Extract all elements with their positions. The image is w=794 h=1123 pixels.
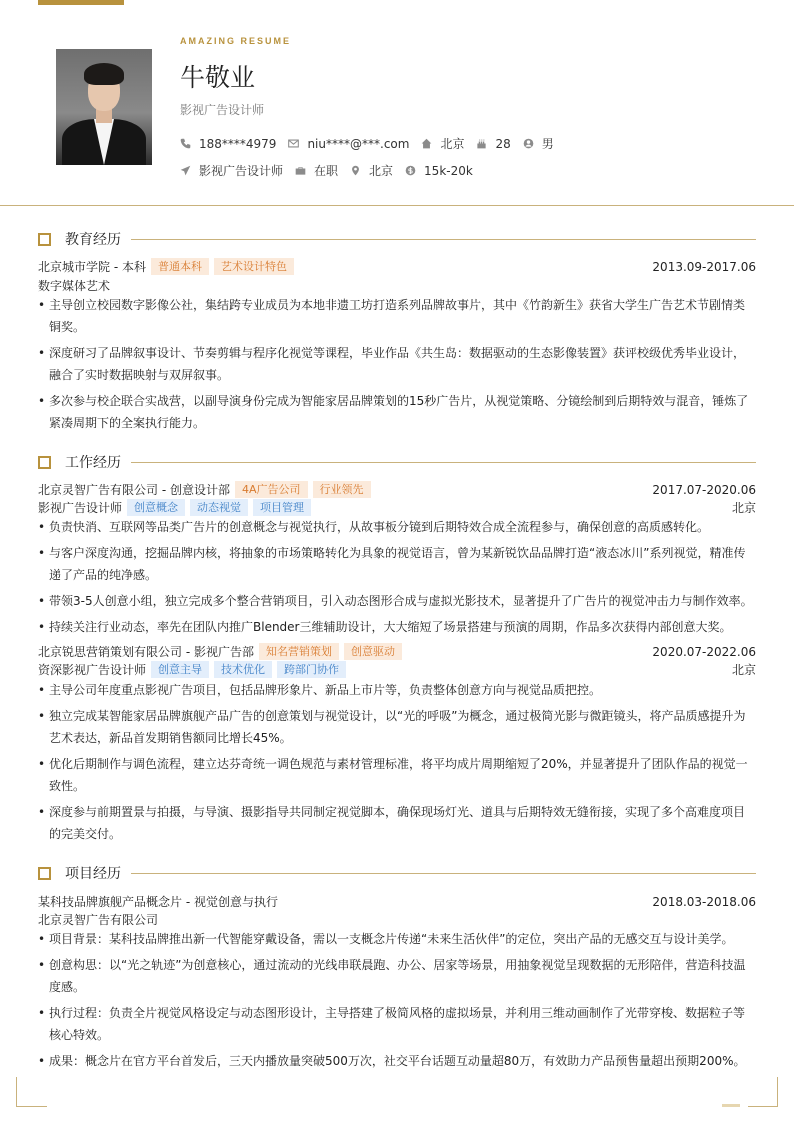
project-bullets <box>38 928 756 1076</box>
job-city: 北京 <box>731 501 756 515</box>
education-date: 2013.09-2017.06 <box>652 259 756 274</box>
list-item: • 优化后期制作与调色流程，建立达芬奇统一调色规范与素材管理标准，将平均成片周期缩短了20%，并显著提升了团队作品的视觉一致性。 <box>38 753 756 797</box>
job-position: 资深影视广告设计师 <box>38 663 147 677</box>
project-org: 北京灵智广告有限公司 <box>38 913 159 927</box>
job-position: 影视广告设计师 <box>38 501 123 515</box>
education-school-line <box>38 258 756 275</box>
school-name: 北京城市学院 - 本科 <box>38 260 146 274</box>
list-item: • 带领3-5人创意小组，独立完成多个整合营销项目，引入动态图形合成与虚拟光影技术，显著提升了广告片的视觉冲击力与制作效率。 <box>38 590 756 612</box>
target-role-text: 影视广告设计师 <box>199 164 284 178</box>
skill-tag: 跨部门协作 <box>277 661 346 678</box>
phone-icon <box>180 138 191 149</box>
job-position-line <box>38 661 756 678</box>
skill-tag: 创意概念 <box>127 499 185 516</box>
footer-accent <box>722 1104 740 1107</box>
project-name: 某科技品牌旗舰产品概念片 - 视觉创意与执行 <box>38 895 278 909</box>
list-item: • 负责快消、互联网等品类广告片的创意概念与视觉执行，从故事板分镜到后期特效合成全流程参与，确保创意的高质感转化。 <box>38 516 756 538</box>
corner-ornament <box>748 1077 778 1107</box>
company-tag: 创意驱动 <box>344 643 402 660</box>
mail-icon <box>288 138 299 149</box>
work-section-title <box>38 453 756 471</box>
phone-text: 188****4979 <box>199 136 277 151</box>
salary-item <box>405 164 473 178</box>
briefcase-icon <box>295 165 306 176</box>
skill-tag: 技术优化 <box>214 661 272 678</box>
skill-tag: 项目管理 <box>253 499 311 516</box>
home-icon <box>421 138 432 149</box>
location-icon <box>350 165 361 176</box>
education-tag: 艺术设计特色 <box>214 258 294 275</box>
project-name-line <box>38 893 756 910</box>
brand-label: AMAZING RESUME <box>180 36 291 46</box>
list-item: • 主导公司年度重点影视广告项目，包括品牌形象片、新品上市片等，负责整体创意方向与视觉品质把控。 <box>38 679 756 701</box>
list-item: • 深度参与前期置景与拍摄，与导演、摄影指导共同制定视觉脚本，确保现场灯光、道具与后期特效无缝衔接，实现了多个高难度项目的完美交付。 <box>38 801 756 845</box>
target-city-item <box>350 162 393 179</box>
home-item <box>421 135 464 152</box>
job-bullets <box>38 679 756 849</box>
list-item: • 深度研习了品牌叙事设计、节奏剪辑与程序化视觉等课程，毕业作品《共生岛：数据驱动的生态影像装置》获评校级优秀毕业设计，融合了实时数据映射与双屏叙事。 <box>38 342 756 386</box>
cake-icon <box>476 138 487 149</box>
email-item <box>288 137 409 151</box>
list-item: • 项目背景：某科技品牌推出新一代智能穿戴设备，需以一支概念片传递“未来生活伙伴”的定位，突出产品的无感交互与设计美学。 <box>38 928 756 950</box>
status-item <box>295 162 338 179</box>
resume-header <box>0 0 794 206</box>
company-tag: 4A广告公司 <box>235 481 308 498</box>
list-item: • 成果：概念片在官方平台首发后，三天内播放量突破500万次，社交平台话题互动量超80万，有效助力产品预售量超出预期200%。 <box>38 1050 756 1072</box>
section-square-icon <box>38 456 51 469</box>
education-section-title <box>38 230 756 248</box>
list-item: • 执行过程：负责全片视觉风格设定与动态图形设计，主导搭建了极简风格的虚拟场景，并利用三维动画制作了光带穿梭、数据粒子等核心特效。 <box>38 1002 756 1046</box>
list-item: • 与客户深度沟通，挖掘品牌内核，将抽象的市场策略转化为具象的视觉语言，曾为某新锐饮品品牌打造“液态冰川”系列视觉，精准传递了产品的纯净感。 <box>38 542 756 586</box>
section-divider <box>131 873 756 874</box>
candidate-role: 影视广告设计师 <box>180 103 265 117</box>
money-icon <box>405 165 416 176</box>
education-tag: 普通本科 <box>151 258 209 275</box>
skill-tag: 创意主导 <box>151 661 209 678</box>
phone-item <box>180 137 276 151</box>
job-position-line <box>38 499 756 516</box>
company-tag: 知名营销策划 <box>259 643 339 660</box>
job-date: 2017.07-2020.06 <box>652 482 756 497</box>
section-divider <box>131 462 756 463</box>
education-bullets <box>38 294 756 438</box>
send-icon <box>180 165 191 176</box>
list-item: • 多次参与校企联合实战营，以副导演身份完成为智能家居品牌策划的15秒广告片，从视觉策略、分镜绘制到后期特效与混音，锤炼了紧凑周期下的全案执行能力。 <box>38 390 756 434</box>
job-company-line <box>38 643 756 660</box>
job-company-line <box>38 481 756 498</box>
list-item: • 主导创立校园数字影像公社，集结跨专业成员为本地非遗工坊打造系列品牌故事片，其中《竹韵新生》获省大学生广告艺术节剧情类铜奖。 <box>38 294 756 338</box>
job-bullets <box>38 516 756 642</box>
section-divider <box>131 239 756 240</box>
candidate-name: 牛敬业 <box>180 63 256 92</box>
project-org-line <box>38 911 756 928</box>
company-name: 北京锐思营销策划有限公司 - 影视广告部 <box>38 645 254 659</box>
project-date: 2018.03-2018.06 <box>652 894 756 909</box>
education-title: 教育经历 <box>65 232 121 248</box>
list-item: • 创意构思：以“光之轨迹”为创意核心，通过流动的光线串联晨跑、办公、居家等场景，用抽象视觉呈现数据的无形陪伴，营造科技温度感。 <box>38 954 756 998</box>
gender-text: 男 <box>541 137 554 151</box>
target-role-item <box>180 162 283 179</box>
skill-tag: 动态视觉 <box>190 499 248 516</box>
email-text: niu****@***.com <box>307 136 410 151</box>
intent-row <box>180 162 485 179</box>
list-item: • 持续关注行业动态，率先在团队内推广Blender三维辅助设计，大大缩短了场景搭建与预演的周期，作品多次获得内部创意大奖。 <box>38 616 756 638</box>
corner-ornament <box>16 1077 47 1107</box>
age-item <box>476 137 510 151</box>
user-icon <box>523 138 534 149</box>
job-date: 2020.07-2022.06 <box>652 644 756 659</box>
age-text: 28 <box>495 136 511 151</box>
company-tag: 行业领先 <box>313 481 371 498</box>
major-name: 数字媒体艺术 <box>38 279 111 293</box>
project-section-title <box>38 864 756 882</box>
gender-item <box>523 135 554 152</box>
list-item: • 独立完成某智能家居品牌旗舰产品广告的创意策划与视觉设计，以“光的呼吸”为概念，通过极简光影与微距镜头，将产品质感提升为艺术表达，新品首发期销售额同比增长45%。 <box>38 705 756 749</box>
profile-photo <box>56 49 152 165</box>
section-square-icon <box>38 867 51 880</box>
contact-row <box>180 135 566 152</box>
status-text: 在职 <box>314 164 339 178</box>
job-city: 北京 <box>731 663 756 677</box>
project-title: 项目经历 <box>65 866 121 882</box>
work-title: 工作经历 <box>65 455 121 471</box>
home-text: 北京 <box>440 137 465 151</box>
education-major-line <box>38 277 756 294</box>
section-square-icon <box>38 233 51 246</box>
salary-text: 15k-20k <box>424 163 473 178</box>
target-city-text: 北京 <box>369 164 394 178</box>
company-name: 北京灵智广告有限公司 - 创意设计部 <box>38 483 230 497</box>
